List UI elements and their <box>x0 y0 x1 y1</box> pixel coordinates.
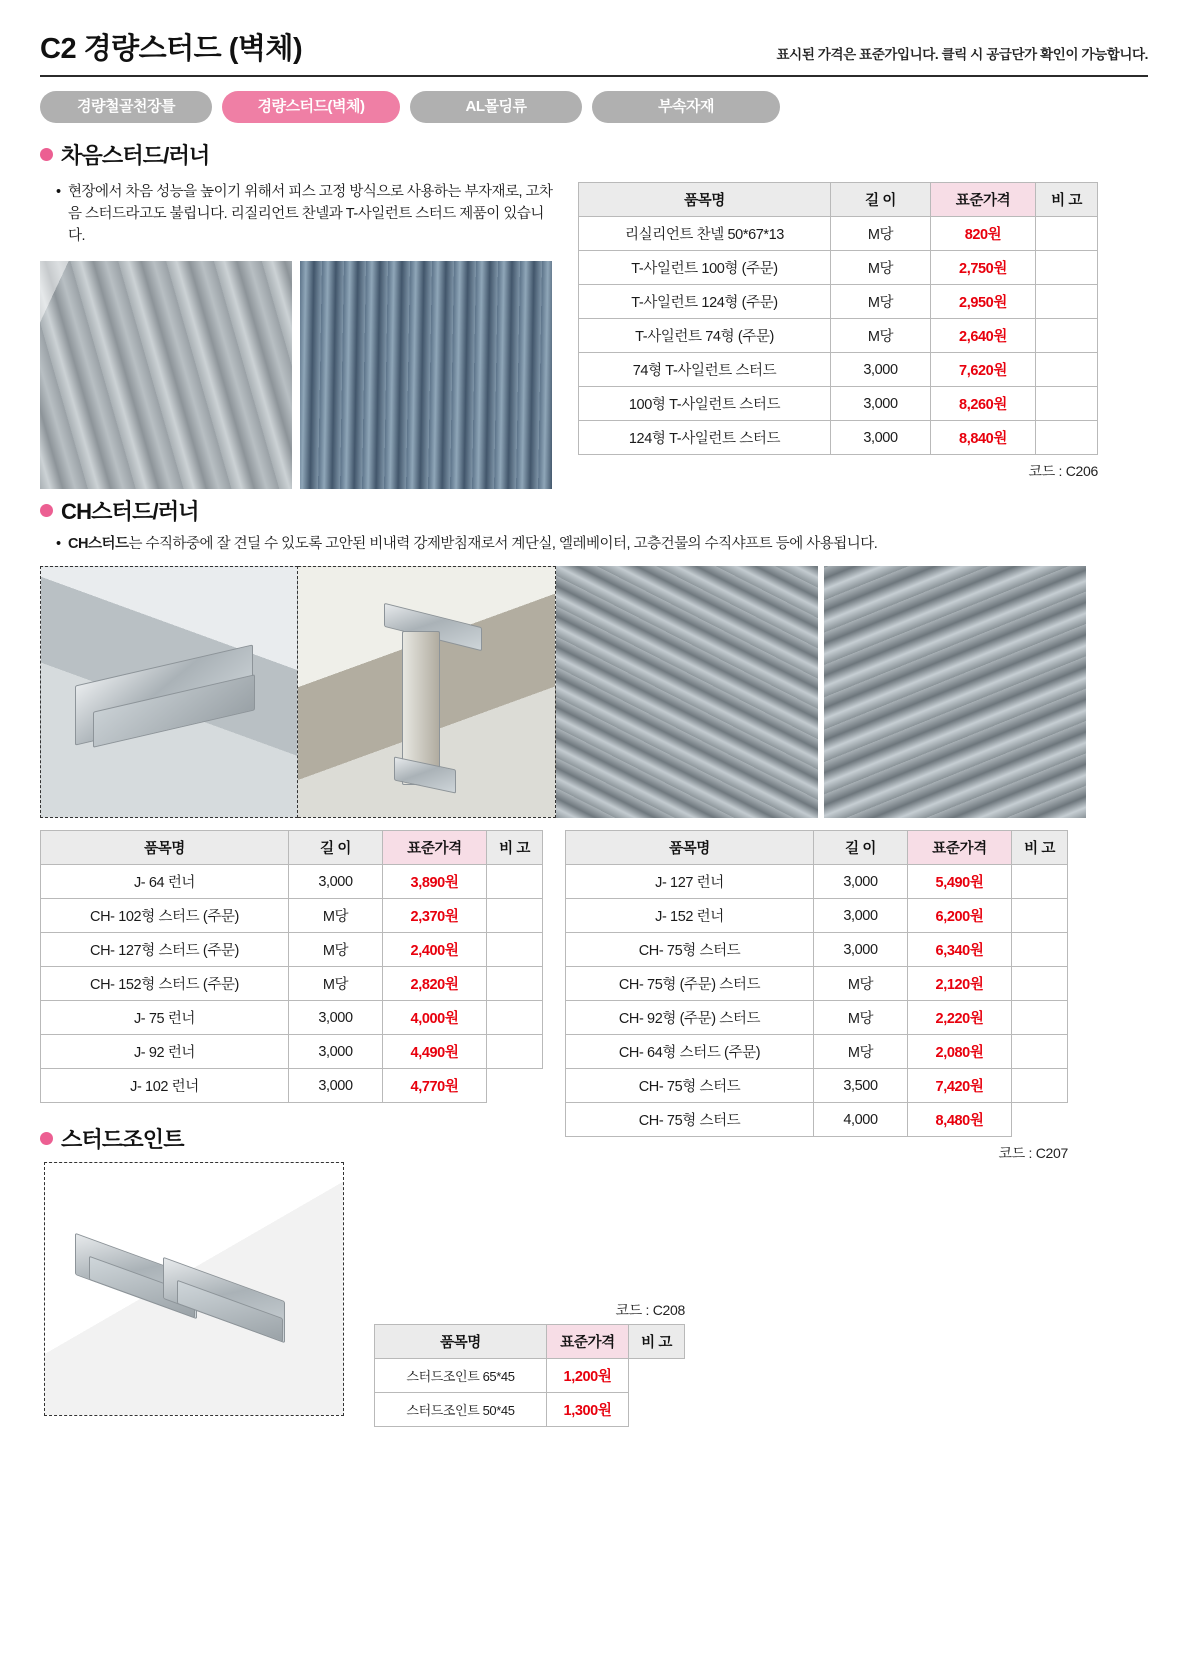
price-notice: 표시된 가격은 표준가입니다. 클릭 시 공급단가 확인이 가능합니다. <box>776 47 1148 62</box>
cell-item-name: CH- 92형 (주문) 스터드 <box>566 1001 814 1035</box>
tab-ceiling-frame[interactable]: 경량철골천장틀 <box>40 91 212 123</box>
cell-item-name: CH- 102형 스터드 (주문) <box>41 899 289 933</box>
table-row[interactable] <box>566 967 1068 1001</box>
col-price: 표준가격 <box>908 831 1012 865</box>
cell-note <box>1012 933 1068 967</box>
table-row[interactable] <box>579 285 1098 319</box>
table-header-row <box>566 831 1068 865</box>
cell-item-name: T-사일런트 124형 (주문) <box>579 285 831 319</box>
cell-item-name: CH- 64형 스터드 (주문) <box>566 1035 814 1069</box>
cell-note <box>1036 353 1098 387</box>
cell-length: 3,000 <box>831 353 931 387</box>
section-title-joint: 스터드조인트 <box>61 1127 184 1152</box>
cell-price: 6,340원 <box>908 933 1012 967</box>
table-row[interactable] <box>41 1001 543 1035</box>
col-item-name: 품목명 <box>579 183 831 217</box>
cell-price: 820원 <box>931 217 1036 251</box>
cell-item-name: CH- 75형 스터드 <box>566 1069 814 1103</box>
table-row[interactable] <box>566 1035 1068 1069</box>
cell-note <box>1036 217 1098 251</box>
table-row[interactable] <box>566 1001 1068 1035</box>
cell-item-name: CH- 75형 (주문) 스터드 <box>566 967 814 1001</box>
ch-description <box>56 534 1148 556</box>
ch-left-table-wrap <box>40 830 543 1103</box>
table-row[interactable] <box>566 1103 1068 1137</box>
cell-length: 3,000 <box>289 1001 383 1035</box>
cell-length: M당 <box>814 1035 908 1069</box>
table-row[interactable] <box>41 1035 543 1069</box>
cell-note <box>1036 319 1098 353</box>
section-title-chaeum: 차음스터드/러너 <box>61 143 210 168</box>
cell-price: 2,220원 <box>908 1001 1012 1035</box>
ch-description-bold: CH스터드 <box>68 536 129 553</box>
cell-note <box>487 933 543 967</box>
cell-price: 8,480원 <box>908 1103 1012 1137</box>
col-price: 표준가격 <box>931 183 1036 217</box>
tab-al-molding[interactable]: AL몰딩류 <box>410 91 582 123</box>
joint-photo-1 <box>44 1162 344 1416</box>
chaeum-left-column <box>40 174 560 489</box>
table-row[interactable] <box>579 387 1098 421</box>
table-row[interactable] <box>375 1393 685 1427</box>
table-row[interactable] <box>579 421 1098 455</box>
col-item-name: 품목명 <box>566 831 814 865</box>
table-row[interactable] <box>566 1069 1068 1103</box>
cell-item-name: 스터드조인트 50*45 <box>375 1393 547 1427</box>
cell-length: M당 <box>831 217 931 251</box>
chaeum-photo-2 <box>300 261 552 489</box>
section-heading-chaeum <box>40 139 1148 170</box>
cell-length: 3,000 <box>814 899 908 933</box>
cell-price: 2,750원 <box>931 251 1036 285</box>
cell-price: 2,820원 <box>383 967 487 1001</box>
cell-price: 8,260원 <box>931 387 1036 421</box>
cell-price: 3,890원 <box>383 865 487 899</box>
cell-note <box>1012 899 1068 933</box>
table-row[interactable] <box>41 967 543 1001</box>
col-item-name: 품목명 <box>375 1325 547 1359</box>
cell-length: 3,000 <box>831 387 931 421</box>
bullet-icon <box>40 504 53 517</box>
table-row[interactable] <box>566 933 1068 967</box>
cell-note <box>1012 967 1068 1001</box>
cell-note <box>1012 1103 1068 1137</box>
cell-price: 2,400원 <box>383 933 487 967</box>
joint-table-wrap <box>374 1300 685 1427</box>
cell-price: 1,200원 <box>547 1359 629 1393</box>
cell-note <box>629 1359 685 1393</box>
cell-length: 3,000 <box>814 865 908 899</box>
section-heading-ch <box>40 495 1148 526</box>
cell-note <box>1036 285 1098 319</box>
cell-price: 5,490원 <box>908 865 1012 899</box>
ch-photo-row <box>40 566 1148 818</box>
cell-note <box>1012 865 1068 899</box>
tab-wall-stud[interactable]: 경량스터드(벽체) <box>222 91 400 123</box>
code-label-c207: 코드 : C207 <box>998 1145 1068 1161</box>
cell-length: 4,000 <box>814 1103 908 1137</box>
cell-item-name: J- 64 런너 <box>41 865 289 899</box>
cell-item-name: 124형 T-사일런트 스터드 <box>579 421 831 455</box>
cell-length: 3,000 <box>289 1069 383 1103</box>
cell-note <box>487 1069 543 1103</box>
table-row[interactable] <box>579 217 1098 251</box>
bullet-icon <box>40 1132 53 1145</box>
cell-length: M당 <box>831 285 931 319</box>
ch-tables-row <box>40 830 1148 1163</box>
chaeum-photo-row <box>40 261 560 489</box>
bullet-icon <box>40 148 53 161</box>
col-note: 비 고 <box>487 831 543 865</box>
col-price: 표준가격 <box>547 1325 629 1359</box>
table-row[interactable] <box>579 353 1098 387</box>
cell-length: 3,000 <box>831 421 931 455</box>
chaeum-photo-1 <box>40 261 292 489</box>
ch-photo-3 <box>556 566 818 818</box>
cell-note <box>487 1001 543 1035</box>
page-header <box>40 0 1148 77</box>
chaeum-description: • 현장에서 차음 성능을 높이기 위해서 피스 고정 방식으로 사용하는 부자재로, 고차음 스터드라고도 불립니다. 리질리언트 찬넬과 T-사일런트 스터드 제품이 있습니다. <box>56 182 560 247</box>
cell-price: 2,080원 <box>908 1035 1012 1069</box>
table-header-row <box>41 831 543 865</box>
cell-price: 6,200원 <box>908 899 1012 933</box>
cell-length: M당 <box>814 1001 908 1035</box>
ch-photo-4 <box>824 566 1086 818</box>
cell-note <box>1012 1069 1068 1103</box>
cell-item-name: J- 102 런너 <box>41 1069 289 1103</box>
cell-item-name: J- 127 런너 <box>566 865 814 899</box>
col-length: 길 이 <box>831 183 931 217</box>
cell-length: 3,500 <box>814 1069 908 1103</box>
cell-note <box>629 1393 685 1427</box>
table-row[interactable] <box>579 251 1098 285</box>
cell-length: 3,000 <box>289 865 383 899</box>
cell-note <box>1036 421 1098 455</box>
table-row[interactable] <box>579 319 1098 353</box>
cell-price: 4,490원 <box>383 1035 487 1069</box>
category-tabs <box>40 91 1148 123</box>
joint-price-table <box>374 1324 685 1427</box>
ch-photo-2 <box>298 566 556 818</box>
col-note: 비 고 <box>1036 183 1098 217</box>
cell-item-name: J- 152 런너 <box>566 899 814 933</box>
cell-price: 2,640원 <box>931 319 1036 353</box>
ch-description-rest: 는 수직하중에 잘 견딜 수 있도록 고안된 비내력 강제받침재로서 계단실, 엘레베이터, 고층건물의 수직샤프트 등에 사용됩니다. <box>128 536 878 553</box>
col-note: 비 고 <box>629 1325 685 1359</box>
page-title: C2 경량스터드 (벽체) <box>40 33 303 65</box>
cell-price: 2,370원 <box>383 899 487 933</box>
col-length: 길 이 <box>814 831 908 865</box>
ch-right-table-wrap <box>565 830 1068 1163</box>
cell-note <box>487 865 543 899</box>
cell-length: M당 <box>289 899 383 933</box>
cell-item-name: CH- 75형 스터드 <box>566 933 814 967</box>
chaeum-table-wrap <box>578 182 1098 489</box>
cell-note <box>1036 387 1098 421</box>
cell-note <box>487 1035 543 1069</box>
tab-accessories[interactable]: 부속자재 <box>592 91 780 123</box>
col-note: 비 고 <box>1012 831 1068 865</box>
cell-item-name: T-사일런트 100형 (주문) <box>579 251 831 285</box>
cell-price: 8,840원 <box>931 421 1036 455</box>
table-row[interactable] <box>566 865 1068 899</box>
cell-item-name: J- 92 런너 <box>41 1035 289 1069</box>
cell-length: M당 <box>289 967 383 1001</box>
cell-price: 7,620원 <box>931 353 1036 387</box>
table-row[interactable] <box>41 933 543 967</box>
cell-price: 2,950원 <box>931 285 1036 319</box>
col-price: 표준가격 <box>383 831 487 865</box>
code-label-c208: 코드 : C208 <box>615 1302 685 1318</box>
code-label-c206: 코드 : C206 <box>1028 463 1098 479</box>
ch-photo-1 <box>40 566 298 818</box>
cell-price: 2,120원 <box>908 967 1012 1001</box>
col-item-name: 품목명 <box>41 831 289 865</box>
cell-length: M당 <box>814 967 908 1001</box>
cell-item-name: CH- 127형 스터드 (주문) <box>41 933 289 967</box>
cell-item-name: CH- 75형 스터드 <box>566 1103 814 1137</box>
cell-length: M당 <box>831 319 931 353</box>
cell-note <box>1012 1035 1068 1069</box>
section-title-ch: CH스터드/러너 <box>61 499 199 525</box>
cell-note <box>487 967 543 1001</box>
table-row[interactable] <box>375 1359 685 1393</box>
cell-length: 3,000 <box>289 1035 383 1069</box>
cell-item-name: 100형 T-사일런트 스터드 <box>579 387 831 421</box>
cell-price: 1,300원 <box>547 1393 629 1427</box>
ch-price-table-right <box>565 830 1068 1137</box>
cell-length: 3,000 <box>814 933 908 967</box>
cell-price: 4,000원 <box>383 1001 487 1035</box>
cell-item-name: 74형 T-사일런트 스터드 <box>579 353 831 387</box>
section-joint-body <box>40 1162 1148 1427</box>
cell-note <box>1036 251 1098 285</box>
cell-note <box>1012 1001 1068 1035</box>
cell-item-name: T-사일런트 74형 (주문) <box>579 319 831 353</box>
cell-price: 4,770원 <box>383 1069 487 1103</box>
table-header-row <box>375 1325 685 1359</box>
cell-item-name: J- 75 런너 <box>41 1001 289 1035</box>
table-header-row <box>579 183 1098 217</box>
cell-length: M당 <box>289 933 383 967</box>
ch-price-table-left <box>40 830 543 1103</box>
chaeum-price-table <box>578 182 1098 455</box>
cell-item-name: CH- 152형 스터드 (주문) <box>41 967 289 1001</box>
table-row[interactable] <box>41 865 543 899</box>
cell-price: 7,420원 <box>908 1069 1012 1103</box>
section-chaeum-body <box>40 174 1148 489</box>
table-row[interactable] <box>41 899 543 933</box>
col-length: 길 이 <box>289 831 383 865</box>
table-row[interactable] <box>566 899 1068 933</box>
cell-item-name: 리실리언트 찬넬 50*67*13 <box>579 217 831 251</box>
table-row[interactable] <box>41 1069 543 1103</box>
cell-item-name: 스터드조인트 65*45 <box>375 1359 547 1393</box>
cell-length: M당 <box>831 251 931 285</box>
cell-note <box>487 899 543 933</box>
